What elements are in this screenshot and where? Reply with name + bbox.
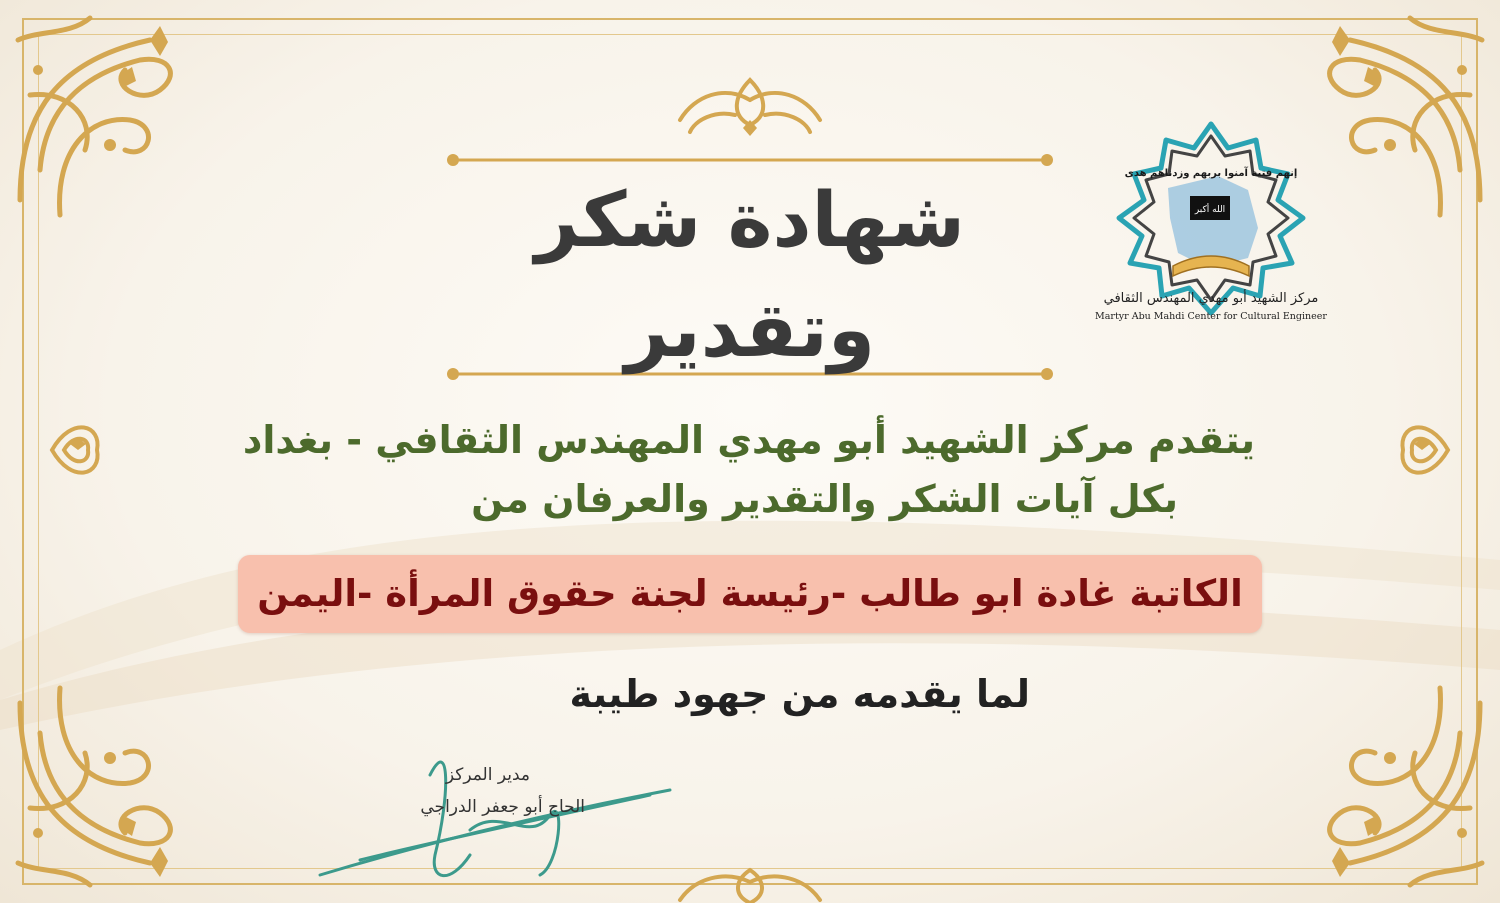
logo-arabic-name: مركز الشهيد أبو مهدي المهندس الثقافي [1103,291,1319,306]
side-ornament-right [1388,405,1458,495]
side-ornament-left [42,405,112,495]
top-center-ornament [665,70,835,145]
iraq-map-shape [1168,176,1258,268]
logo-arc-text: إنهم فتية آمنوا بربهم وزدناهم هدى [1124,168,1298,179]
corner-ornament-bottom-right [1270,673,1500,903]
signer-name: الحاج أبو جعفر الدراجي [420,797,585,817]
certificate-title: شهادة شكر وتقدير [535,175,965,374]
closing-line: لما يقدمه من جهود طيبة [569,672,1030,716]
corner-ornament-bottom-left [0,673,230,903]
bottom-center-ornament [665,860,835,903]
corner-ornament-top-left [0,0,230,230]
flag-text: الله أكبر [1194,205,1226,215]
intro-line-1: يتقدم مركز الشهيد أبو مهدي المهندس الثقافي - بغداد [242,418,1255,462]
intro-line-2: بكل آيات الشكر والتقدير والعرفان من [471,477,1178,521]
signer-title: مدير المركز [445,765,530,785]
logo-english-name: Martyr Abu Mahdi Center for Cultural Engineer [1095,311,1327,322]
recipient-name: الكاتبة غادة ابو طالب -رئيسة لجنة حقوق المرأة -اليمن [257,572,1243,615]
